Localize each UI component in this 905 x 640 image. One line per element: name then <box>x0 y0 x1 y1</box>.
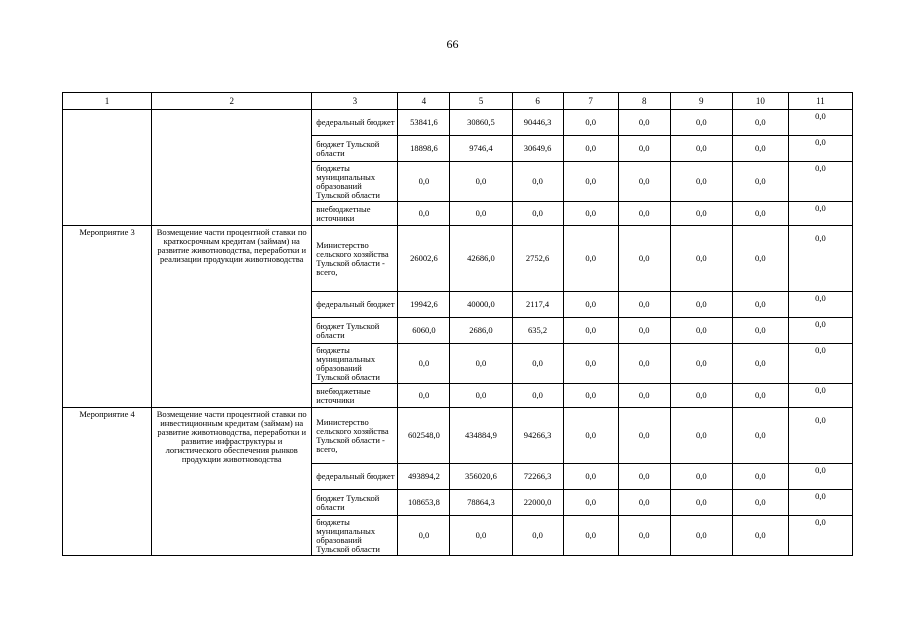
budget-table <box>62 92 853 556</box>
funding-source: бюджеты муниципальных образований Тульской области <box>312 162 398 202</box>
value-cell: 0,0 <box>563 162 618 202</box>
funding-source: бюджеты муниципальных образований Тульской области <box>312 344 398 384</box>
value-cell: 0,0 <box>563 292 618 318</box>
header-cell: 9 <box>670 93 732 110</box>
value-cell: 0,0 <box>618 110 670 136</box>
value-cell: 0,0 <box>512 516 563 556</box>
value-cell: 0,0 <box>732 110 788 136</box>
value-cell: 30860,5 <box>450 110 512 136</box>
value-cell: 0,0 <box>563 490 618 516</box>
value-cell: 0,0 <box>732 292 788 318</box>
value-cell: 0,0 <box>563 226 618 292</box>
value-cell: 72266,3 <box>512 464 563 490</box>
value-cell: 0,0 <box>563 202 618 226</box>
funding-source: бюджет Тульской области <box>312 136 398 162</box>
value-cell: 0,0 <box>788 408 852 464</box>
value-cell: 0,0 <box>618 226 670 292</box>
value-cell: 0,0 <box>398 202 450 226</box>
header-cell: 5 <box>450 93 512 110</box>
value-cell: 0,0 <box>618 162 670 202</box>
value-cell: 0,0 <box>670 490 732 516</box>
value-cell: 0,0 <box>670 464 732 490</box>
value-cell: 0,0 <box>732 490 788 516</box>
header-cell: 3 <box>312 93 398 110</box>
funding-source: федеральный бюджет <box>312 464 398 490</box>
table-row <box>63 110 853 136</box>
value-cell: 94266,3 <box>512 408 563 464</box>
value-cell: 0,0 <box>670 202 732 226</box>
activity-description-cell <box>152 110 312 226</box>
value-cell: 0,0 <box>788 110 852 136</box>
value-cell: 0,0 <box>618 202 670 226</box>
value-cell: 356020,6 <box>450 464 512 490</box>
value-cell: 9746,4 <box>450 136 512 162</box>
value-cell: 0,0 <box>618 464 670 490</box>
value-cell: 108653,8 <box>398 490 450 516</box>
value-cell: 0,0 <box>618 344 670 384</box>
header-cell: 8 <box>618 93 670 110</box>
header-cell: 2 <box>152 93 312 110</box>
value-cell: 0,0 <box>450 384 512 408</box>
value-cell: 434884,9 <box>450 408 512 464</box>
value-cell: 0,0 <box>670 384 732 408</box>
value-cell: 0,0 <box>398 516 450 556</box>
funding-source: внебюджетные источники <box>312 202 398 226</box>
table-row <box>63 408 853 464</box>
value-cell: 0,0 <box>618 516 670 556</box>
header-cell: 11 <box>788 93 852 110</box>
value-cell: 0,0 <box>732 344 788 384</box>
value-cell: 0,0 <box>450 344 512 384</box>
value-cell: 0,0 <box>563 136 618 162</box>
value-cell: 0,0 <box>512 202 563 226</box>
activity-name-cell <box>63 110 152 226</box>
value-cell: 0,0 <box>670 318 732 344</box>
funding-source: федеральный бюджет <box>312 110 398 136</box>
value-cell: 90446,3 <box>512 110 563 136</box>
value-cell: 0,0 <box>563 318 618 344</box>
value-cell: 0,0 <box>398 344 450 384</box>
funding-source: бюджет Тульской области <box>312 490 398 516</box>
value-cell: 0,0 <box>398 384 450 408</box>
value-cell: 0,0 <box>618 384 670 408</box>
activity-name: Мероприятие 3 <box>63 226 152 408</box>
value-cell: 0,0 <box>618 318 670 344</box>
activity-name: Мероприятие 4 <box>63 408 152 556</box>
value-cell: 2752,6 <box>512 226 563 292</box>
value-cell: 0,0 <box>788 162 852 202</box>
value-cell: 0,0 <box>670 136 732 162</box>
value-cell: 0,0 <box>618 408 670 464</box>
value-cell: 78864,3 <box>450 490 512 516</box>
value-cell: 0,0 <box>563 408 618 464</box>
value-cell: 0,0 <box>788 202 852 226</box>
value-cell: 0,0 <box>788 136 852 162</box>
value-cell: 0,0 <box>670 292 732 318</box>
value-cell: 0,0 <box>450 202 512 226</box>
value-cell: 0,0 <box>788 226 852 292</box>
value-cell: 0,0 <box>563 110 618 136</box>
value-cell: 0,0 <box>670 408 732 464</box>
activity-description: Возмещение части процентной ставки по инвестиционным кредитам (займам) на развитие животноводства, переработки и развитие инфраструктуры и логистического обеспечения рынков продукции животноводства <box>152 408 312 556</box>
value-cell: 0,0 <box>788 292 852 318</box>
table-row <box>63 226 853 292</box>
activity-description: Возмещение части процентной ставки по краткосрочным кредитам (займам) на развитие животноводства, переработки и реализации продукции животноводства <box>152 226 312 408</box>
value-cell: 0,0 <box>670 162 732 202</box>
value-cell: 0,0 <box>618 136 670 162</box>
value-cell: 19942,6 <box>398 292 450 318</box>
header-cell: 6 <box>512 93 563 110</box>
value-cell: 0,0 <box>732 162 788 202</box>
value-cell: 0,0 <box>512 162 563 202</box>
value-cell: 0,0 <box>732 516 788 556</box>
value-cell: 0,0 <box>788 384 852 408</box>
value-cell: 6060,0 <box>398 318 450 344</box>
value-cell: 493894,2 <box>398 464 450 490</box>
value-cell: 0,0 <box>788 516 852 556</box>
funding-source: Министерство сельского хозяйства Тульской области - всего, <box>312 408 398 464</box>
value-cell: 2686,0 <box>450 318 512 344</box>
value-cell: 0,0 <box>732 384 788 408</box>
value-cell: 0,0 <box>670 344 732 384</box>
value-cell: 635,2 <box>512 318 563 344</box>
value-cell: 53841,6 <box>398 110 450 136</box>
value-cell: 0,0 <box>670 516 732 556</box>
value-cell: 0,0 <box>563 384 618 408</box>
funding-source: бюджет Тульской области <box>312 318 398 344</box>
value-cell: 0,0 <box>788 464 852 490</box>
header-cell: 10 <box>732 93 788 110</box>
funding-source: Министерство сельского хозяйства Тульской области - всего, <box>312 226 398 292</box>
value-cell: 0,0 <box>732 202 788 226</box>
value-cell: 0,0 <box>512 344 563 384</box>
value-cell: 22000,0 <box>512 490 563 516</box>
funding-source: бюджеты муниципальных образований Тульской области <box>312 516 398 556</box>
value-cell: 0,0 <box>670 110 732 136</box>
value-cell: 0,0 <box>732 464 788 490</box>
value-cell: 0,0 <box>618 490 670 516</box>
value-cell: 0,0 <box>563 516 618 556</box>
page-number: 66 <box>446 37 459 51</box>
value-cell: 42686,0 <box>450 226 512 292</box>
value-cell: 0,0 <box>732 226 788 292</box>
header-cell: 1 <box>63 93 152 110</box>
value-cell: 0,0 <box>563 464 618 490</box>
value-cell: 0,0 <box>512 384 563 408</box>
value-cell: 0,0 <box>450 162 512 202</box>
value-cell: 0,0 <box>398 162 450 202</box>
value-cell: 0,0 <box>732 318 788 344</box>
value-cell: 2117,4 <box>512 292 563 318</box>
value-cell: 30649,6 <box>512 136 563 162</box>
header-cell: 7 <box>563 93 618 110</box>
value-cell: 40000,0 <box>450 292 512 318</box>
value-cell: 18898,6 <box>398 136 450 162</box>
value-cell: 602548,0 <box>398 408 450 464</box>
value-cell: 26002,6 <box>398 226 450 292</box>
value-cell: 0,0 <box>788 318 852 344</box>
value-cell: 0,0 <box>732 408 788 464</box>
value-cell: 0,0 <box>670 226 732 292</box>
funding-source: внебюджетные источники <box>312 384 398 408</box>
value-cell: 0,0 <box>618 292 670 318</box>
value-cell: 0,0 <box>450 516 512 556</box>
value-cell: 0,0 <box>788 490 852 516</box>
header-cell: 4 <box>398 93 450 110</box>
value-cell: 0,0 <box>732 136 788 162</box>
value-cell: 0,0 <box>788 344 852 384</box>
header-row <box>63 93 853 110</box>
value-cell: 0,0 <box>563 344 618 384</box>
funding-source: федеральный бюджет <box>312 292 398 318</box>
